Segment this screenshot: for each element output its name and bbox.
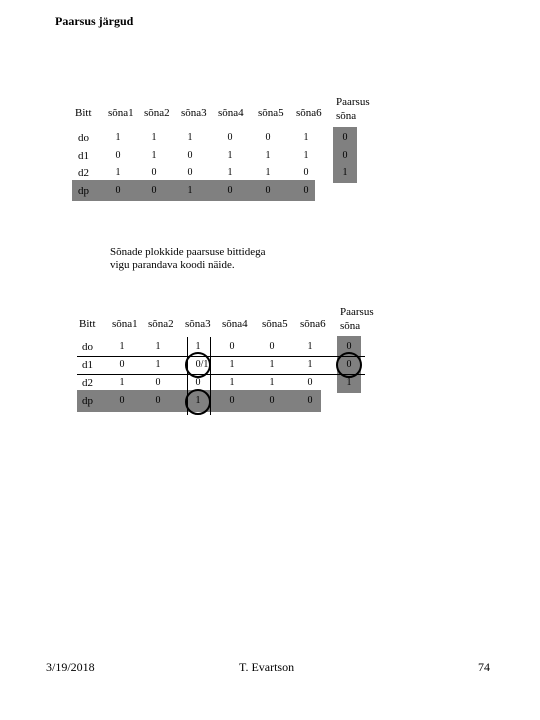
table-cell: 1	[303, 132, 309, 143]
header-bitt: Bitt	[75, 107, 92, 119]
table-cell: 1	[195, 341, 201, 352]
error-cell: 0/1	[195, 359, 209, 370]
table-cell: 0	[187, 167, 193, 178]
table-cell: 1	[307, 359, 313, 370]
row-label: dp	[78, 185, 89, 197]
table-cell: 0	[307, 377, 313, 388]
table-cell: 1	[195, 395, 201, 406]
header-sona6: sõna6	[296, 107, 322, 119]
table-cell: 0	[151, 167, 157, 178]
error-row-line-top	[77, 356, 365, 357]
table-cell: 1	[151, 150, 157, 161]
parity-cell: 0	[346, 359, 352, 370]
row-label: d2	[82, 377, 93, 389]
table-cell: 1	[151, 132, 157, 143]
table-cell: 1	[227, 167, 233, 178]
header-sona6: sõna6	[300, 318, 326, 330]
table-cell: 0	[115, 185, 121, 196]
footer-date: 3/19/2018	[46, 660, 95, 674]
header-sona2: sõna2	[144, 107, 170, 119]
table-cell: 0	[265, 132, 271, 143]
table-cell: 1	[119, 377, 125, 388]
footer-author: T. Evartson	[239, 660, 295, 674]
table-cell: 1	[119, 341, 125, 352]
row-label: d2	[78, 167, 89, 179]
header-sona3: sõna3	[181, 107, 207, 119]
header-sona1: sõna1	[108, 107, 134, 119]
table-cell: 0	[155, 395, 161, 406]
error-row-line-bottom	[77, 374, 365, 375]
parity-cell: 1	[346, 377, 352, 388]
table-cell: 0	[269, 341, 275, 352]
header-sona3: sõna3	[185, 318, 211, 330]
parity-cell: 0	[346, 341, 352, 352]
table-cell: 0	[269, 395, 275, 406]
table-cell: 1	[265, 167, 271, 178]
parity-cell: 1	[342, 167, 348, 178]
row-label: d1	[78, 150, 89, 162]
header-sona5: sõna5	[262, 318, 288, 330]
header-parity-line1: Paarsus	[336, 96, 370, 108]
table-cell: 1	[229, 377, 235, 388]
table-cell: 1	[307, 341, 313, 352]
header-parity-line2: sõna	[336, 110, 357, 122]
caption-line: vigu parandava koodi näide.	[110, 259, 235, 271]
table-cell: 0	[307, 395, 313, 406]
table-cell: 1	[187, 185, 193, 196]
table-cell: 0	[229, 341, 235, 352]
row-parity-circle	[336, 352, 362, 378]
row-label: d1	[82, 359, 93, 371]
row-label: do	[78, 132, 89, 144]
table-cell: 0	[119, 359, 125, 370]
parity-cell: 0	[342, 150, 348, 161]
table-cell: 0	[195, 377, 201, 388]
footer-page-number: 74	[478, 660, 490, 674]
table-cell: 0	[115, 150, 121, 161]
header-sona1: sõna1	[112, 318, 138, 330]
figure-caption	[110, 246, 330, 272]
table-cell: 1	[155, 359, 161, 370]
header-sona5: sõna5	[258, 107, 284, 119]
table-cell: 0	[155, 377, 161, 388]
table-cell: 1	[229, 359, 235, 370]
table-cell: 1	[187, 132, 193, 143]
header-sona4: sõna4	[218, 107, 244, 119]
table-cell: 1	[155, 341, 161, 352]
row-label: do	[82, 341, 93, 353]
table-cell: 1	[269, 359, 275, 370]
header-parity-line1: Paarsus	[340, 306, 374, 318]
header-sona2: sõna2	[148, 318, 174, 330]
table-cell: 0	[227, 132, 233, 143]
table-cell: 0	[119, 395, 125, 406]
page-title: Paarsus järgud	[55, 14, 134, 28]
table-cell: 0	[303, 185, 309, 196]
header-bitt: Bitt	[79, 318, 96, 330]
table-cell: 1	[269, 377, 275, 388]
table-cell: 0	[303, 167, 309, 178]
table-cell: 1	[303, 150, 309, 161]
table-cell: 1	[115, 132, 121, 143]
table-cell: 1	[265, 150, 271, 161]
table-cell: 0	[227, 185, 233, 196]
header-parity-line2: sõna	[340, 320, 361, 332]
table-cell: 0	[229, 395, 235, 406]
table-cell: 1	[227, 150, 233, 161]
row-label: dp	[82, 395, 93, 407]
table-cell: 0	[187, 150, 193, 161]
table-cell: 1	[115, 167, 121, 178]
caption-line: Sõnade plokkide paarsuse bittidega	[110, 246, 266, 258]
table-cell: 0	[151, 185, 157, 196]
error-cell-circle	[185, 352, 211, 378]
header-sona4: sõna4	[222, 318, 248, 330]
table-cell: 0	[265, 185, 271, 196]
column-parity-circle	[185, 389, 211, 415]
parity-cell: 0	[342, 132, 348, 143]
